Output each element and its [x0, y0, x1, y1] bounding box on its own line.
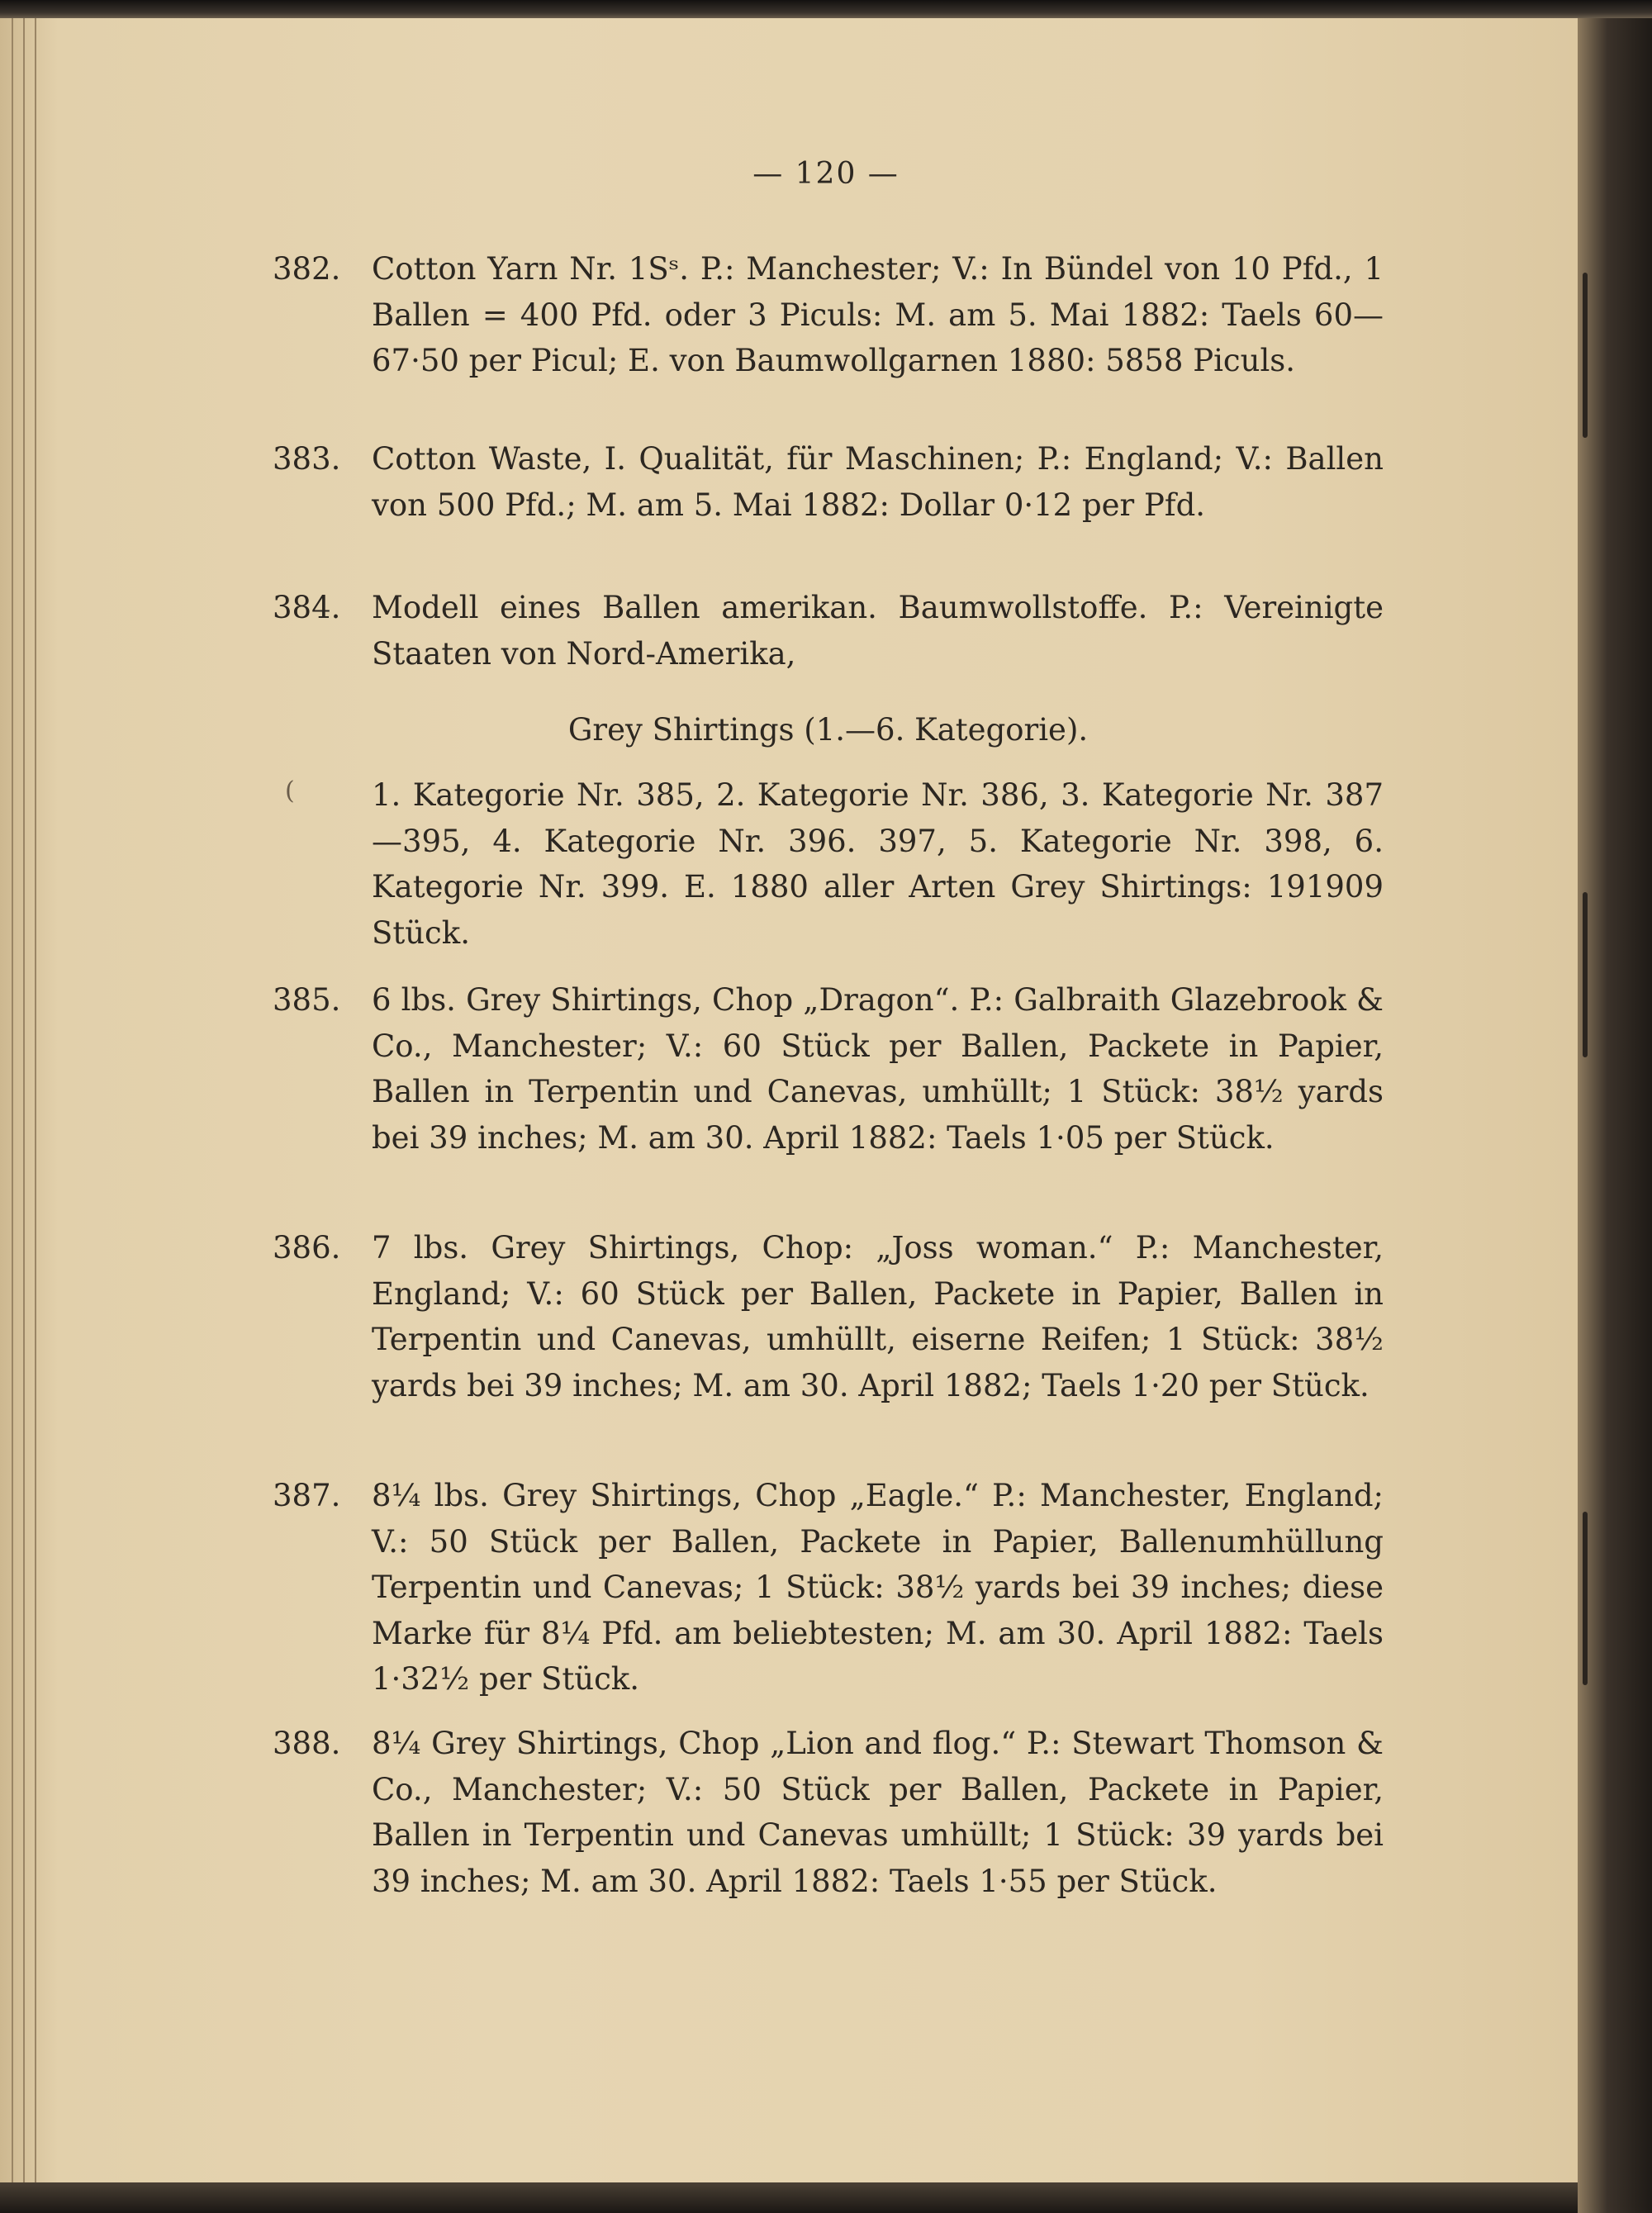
edge-mark — [1583, 892, 1588, 1057]
entry-number: 387. — [273, 1478, 341, 1513]
page-stack-line — [35, 18, 36, 2182]
book-spine-edge — [1578, 18, 1652, 2213]
entry-text: 8¼ lbs. Grey Shirtings, Chop „Eagle.“ P.: Manchester, England; V.: 50 Stück per Ballen, Packete in Papier, Ballenumhüllung Terpentin und Canevas; 1 Stück: 38½ yards bei 39 inches; diese Marke für 8¼ Pfd. am beliebtesten; M. am 30. April 1882: Taels 1·32½ per Stück. — [372, 1478, 1384, 1697]
entry-number: 384. — [273, 590, 341, 625]
entry-388 — [273, 1721, 1384, 1904]
entry-number: 386. — [273, 1230, 341, 1266]
entry-text: Modell eines Ballen amerikan. Baumwollstoffe. P.: Vereinigte Staaten von Nord-Amerika, — [372, 590, 1384, 672]
margin-note: ( — [285, 776, 295, 805]
entry-387 — [273, 1473, 1384, 1702]
entry-text: Cotton Yarn Nr. 1Sˢ. P.: Manchester; V.: In Bündel von 10 Pfd., 1 Ballen = 400 Pfd. oder 3 Piculs: M. am 5. Mai 1882: Taels 60—67·50 per Picul; E. von Baumwollgarnen 1880: 5858 Piculs. — [372, 251, 1384, 378]
section-intro — [273, 772, 1384, 956]
entry-text: Cotton Waste, I. Qualität, für Maschinen; P.: England; V.: Ballen von 500 Pfd.; M. am 5. Mai 1882: Dollar 0·12 per Pfd. — [372, 441, 1384, 523]
edge-mark — [1583, 273, 1588, 438]
page-stack-line — [23, 18, 25, 2182]
book-bottom-edge — [0, 2182, 1578, 2213]
entry-number: 385. — [273, 982, 341, 1018]
entry-386 — [273, 1225, 1384, 1408]
edge-mark — [1583, 1512, 1588, 1685]
book-top-edge — [0, 0, 1652, 18]
section-heading: Grey Shirtings (1.—6. Kategorie). — [567, 712, 1089, 748]
entry-text: 7 lbs. Grey Shirtings, Chop: „Joss woman.“ P.: Manchester, England; V.: 60 Stück per Ballen, Packete in Papier, Ballen in Terpentin und Canevas, umhüllt, eiserne Reifen; 1 Stück: 38½ yards bei 39 inches; M. am 30. April 1882; Taels 1·20 per Stück. — [372, 1230, 1384, 1403]
entry-text: 6 lbs. Grey Shirtings, Chop „Dragon“. P.: Galbraith Glazebrook & Co., Manchester; V.: 60 Stück per Ballen, Packete in Papier, Ballen in Terpentin und Canevas, umhüllt; 1 Stück: 38½ yards bei 39 inches; M. am 30. April 1882: Taels 1·05 per Stück. — [372, 982, 1384, 1156]
entry-text: 8¼ Grey Shirtings, Chop „Lion and flog.“ P.: Stewart Thomson & Co., Manchester; V.: 50 Stück per Ballen, Packete in Papier, Ballen in Terpentin und Canevas umhüllt; 1 Stück: 39 yards bei 39 inches; M. am 30. April 1882: Taels 1·55 per Stück. — [372, 1726, 1384, 1899]
entry-384 — [273, 585, 1384, 677]
page-stack-line — [12, 18, 13, 2182]
entry-number: 382. — [273, 251, 341, 287]
intro-text: 1. Kategorie Nr. 385, 2. Kategorie Nr. 386, 3. Kategorie Nr. 387—395, 4. Kategorie Nr. 396. 397, 5. Kategorie Nr. 398, 6. Kategorie Nr. 399. E. 1880 aller Arten Grey Shirtings: 191909 Stück. — [372, 777, 1384, 951]
page-header: — 120 — — [752, 157, 900, 191]
entry-number: 383. — [273, 441, 341, 477]
entry-382 — [273, 246, 1384, 384]
entry-383 — [273, 436, 1384, 528]
entry-number: 388. — [273, 1726, 341, 1761]
entry-385 — [273, 977, 1384, 1161]
